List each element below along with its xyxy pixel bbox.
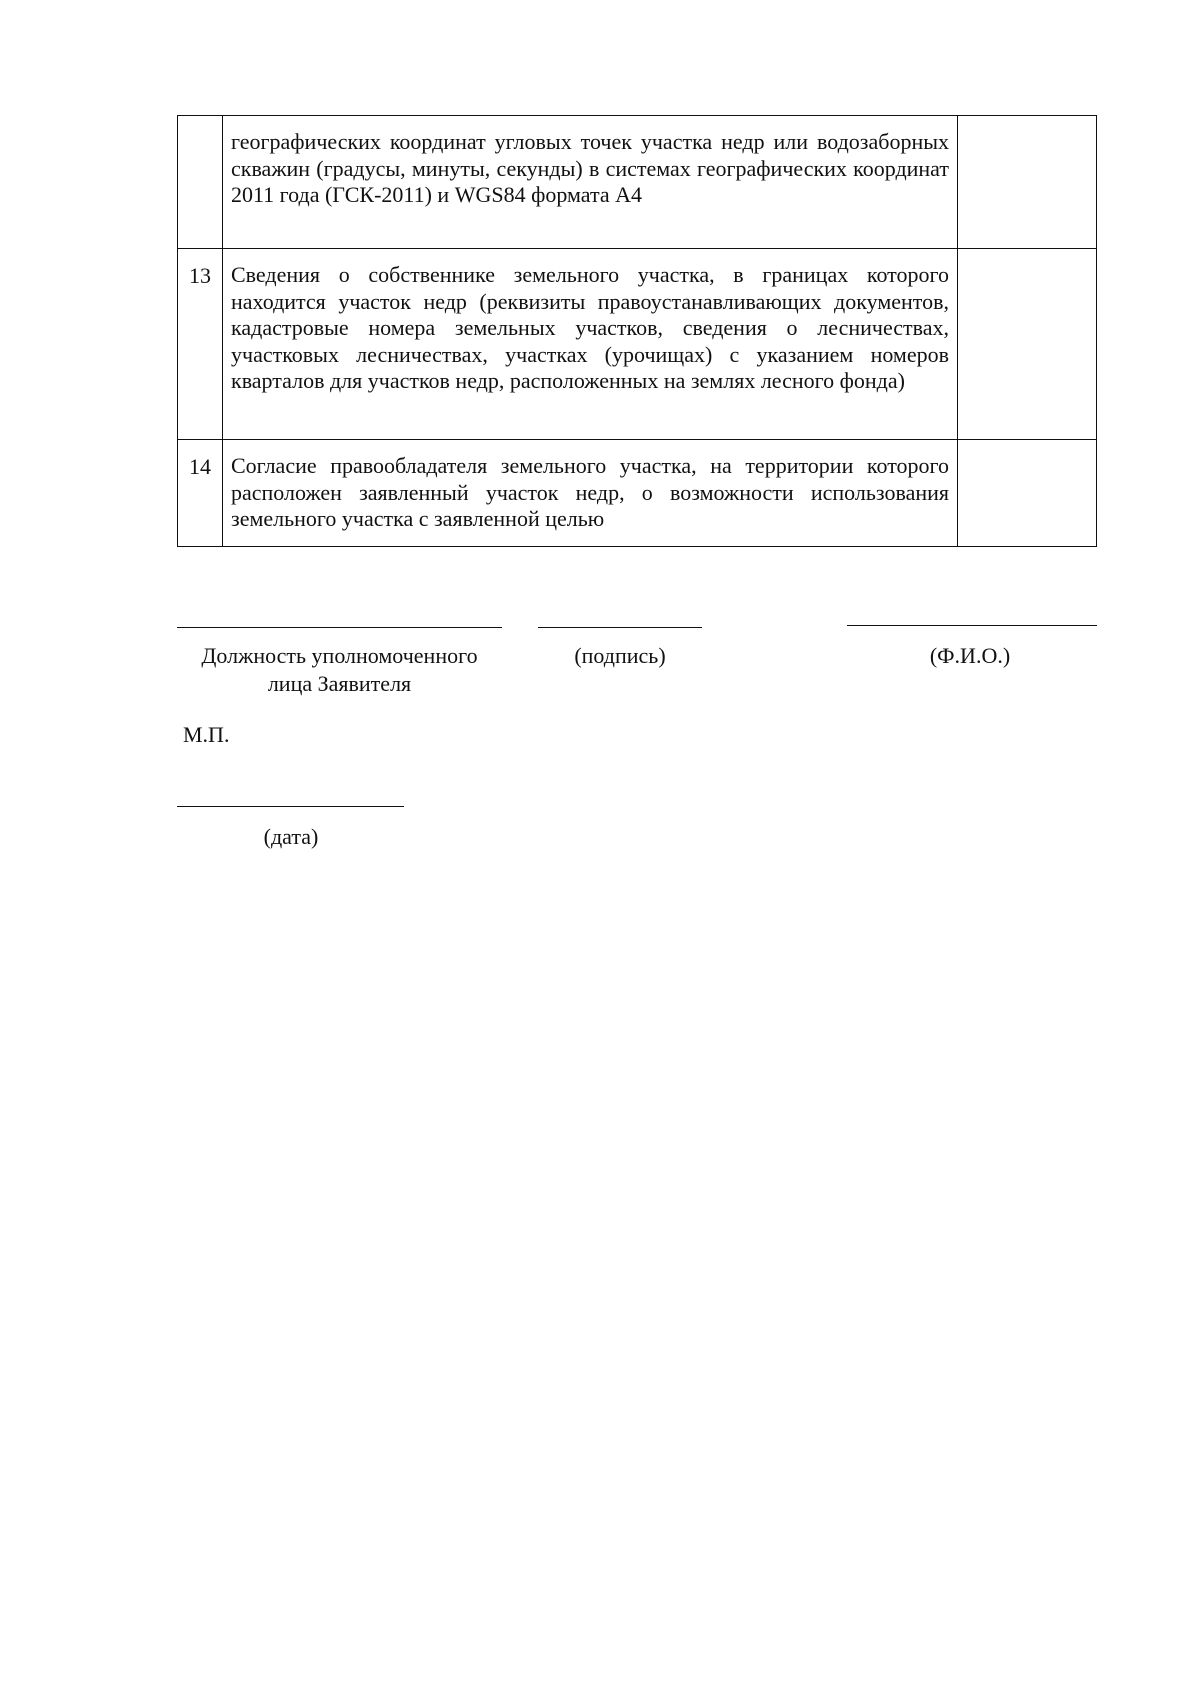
row-text: Согласие правообладателя земельного участка, на территории которого расположен заявленный участок недр, о возможности использования земельного участка с заявленной целью xyxy=(231,453,949,531)
row-number-cell xyxy=(178,440,223,547)
date-label: (дата) xyxy=(263,824,319,849)
position-label: Должность уполномоченного лица Заявителя xyxy=(201,643,478,696)
row-text: Сведения о собственнике земельного участка, в границах которого находится участок недр (реквизиты правоустанавливающих документов, кадастровые номера земельных участков, сведения о лесничествах, участковых лесничествах, участках (урочищах) с указанием номеров кварталов для участков недр, расположенных на землях лесного фонда) xyxy=(231,262,949,393)
row-extra-cell xyxy=(958,249,1097,440)
stamp-label: М.П. xyxy=(183,722,230,747)
date-line xyxy=(177,806,404,807)
row-text-cell xyxy=(223,440,958,547)
row-number: 14 xyxy=(189,454,211,479)
table-row xyxy=(178,116,1097,249)
table-row xyxy=(178,440,1097,547)
requirements-table xyxy=(177,115,1097,547)
position-signature-line xyxy=(177,627,502,628)
signature-label: (подпись) xyxy=(574,643,666,668)
row-extra-cell xyxy=(958,440,1097,547)
row-extra-cell xyxy=(958,116,1097,249)
name-signature-line xyxy=(847,625,1097,626)
row-number-cell xyxy=(178,116,223,249)
row-number: 13 xyxy=(189,263,211,288)
row-text-cell xyxy=(223,249,958,440)
signature-line xyxy=(538,627,702,628)
table-row xyxy=(178,249,1097,440)
row-text: географических координат угловых точек участка недр или водозаборных скважин (градусы, минуты, секунды) в системах географических координат 2011 года (ГСК-2011) и WGS84 формата А4 xyxy=(231,129,949,207)
row-number-cell xyxy=(178,249,223,440)
name-label: (Ф.И.О.) xyxy=(929,643,1011,668)
row-text-cell xyxy=(223,116,958,249)
